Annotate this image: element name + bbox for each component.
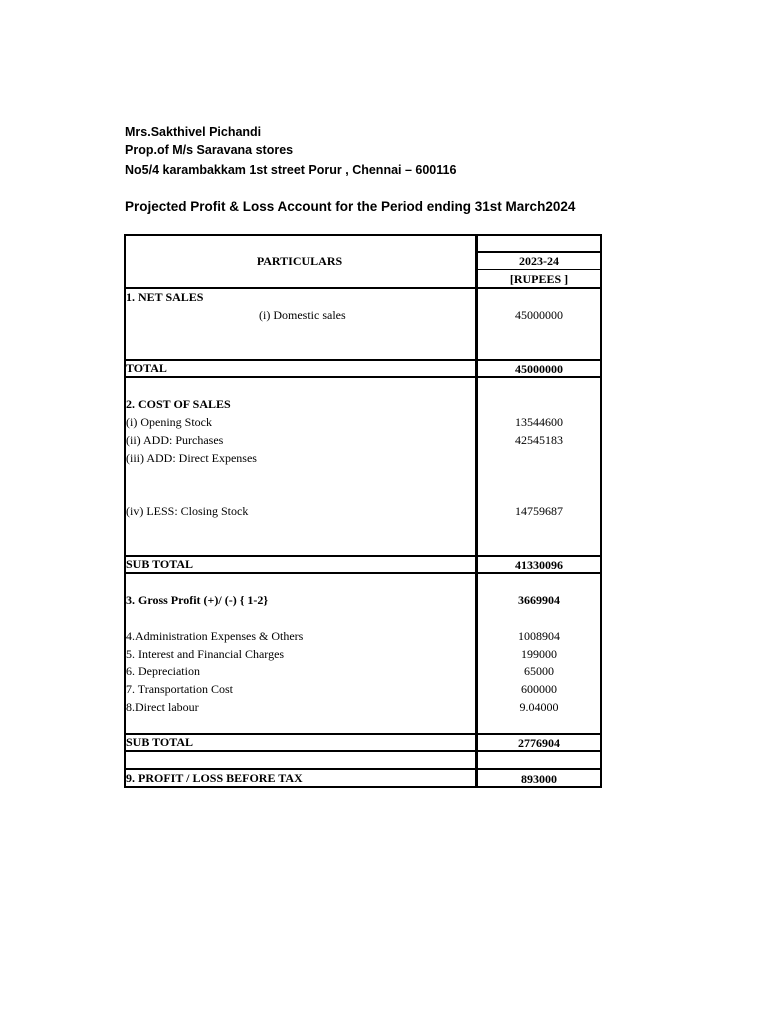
column-header-particulars: PARTICULARS — [256, 254, 343, 268]
row-divider — [124, 555, 602, 557]
table-border-top — [124, 234, 602, 236]
net-sales-heading: 1. NET SALES — [126, 290, 204, 304]
profit-loss-table — [124, 234, 602, 788]
row-divider — [124, 733, 602, 735]
direct-labour-value: 9.04000 — [519, 700, 559, 714]
closing-stock-value: 14759687 — [515, 504, 563, 518]
direct-expenses-label: (iii) ADD: Direct Expenses — [126, 451, 257, 465]
opening-stock-value: 13544600 — [515, 415, 563, 429]
business-address: No5/4 karambakkam 1st street Porur , Chennai – 600116 — [125, 163, 457, 177]
document-title: Projected Profit & Loss Account for the Period ending 31st March2024 — [125, 199, 576, 214]
cost-of-sales-heading: 2. COST OF SALES — [126, 397, 231, 411]
purchases-label: (ii) ADD: Purchases — [126, 433, 224, 447]
header-line — [124, 287, 602, 289]
header-line — [476, 269, 602, 270]
interest-charges-value: 199000 — [521, 647, 557, 661]
profit-before-tax-label: 9. PROFIT / LOSS BEFORE TAX — [126, 771, 303, 785]
domestic-sales-value: 45000000 — [515, 308, 563, 322]
header-line — [476, 251, 602, 253]
column-header-unit: [RUPEES ] — [509, 272, 569, 286]
admin-expenses-value: 1008904 — [518, 629, 560, 643]
closing-stock-label: (iv) LESS: Closing Stock — [126, 504, 249, 518]
row-divider — [124, 750, 602, 752]
transportation-cost-label: 7. Transportation Cost — [126, 682, 234, 696]
purchases-value: 42545183 — [515, 433, 563, 447]
subtotal-label: SUB TOTAL — [126, 557, 194, 571]
depreciation-label: 6. Depreciation — [126, 664, 200, 678]
admin-expenses-label: 4.Administration Expenses & Others — [126, 629, 304, 643]
row-divider — [124, 376, 602, 378]
business-name: Prop.of M/s Saravana stores — [125, 143, 294, 157]
opening-stock-label: (i) Opening Stock — [126, 415, 212, 429]
subtotal-label: SUB TOTAL — [126, 735, 194, 749]
row-divider — [124, 572, 602, 574]
row-divider — [124, 768, 602, 770]
proprietor-name: Mrs.Sakthivel Pichandi — [125, 125, 262, 139]
gross-profit-label: 3. Gross Profit (+)/ (-) { 1-2} — [126, 593, 269, 607]
depreciation-value: 65000 — [524, 664, 554, 678]
gross-profit-value: 3669904 — [518, 593, 560, 607]
subtotal-value: 2776904 — [518, 736, 560, 750]
profit-before-tax-value: 893000 — [521, 772, 557, 786]
total-label: TOTAL — [126, 361, 167, 375]
interest-charges-label: 5. Interest and Financial Charges — [126, 647, 285, 661]
total-value: 45000000 — [515, 362, 563, 376]
row-divider — [124, 359, 602, 361]
column-header-year: 2023-24 — [519, 254, 559, 268]
domestic-sales-label: (i) Domestic sales — [259, 308, 346, 322]
table-border-bottom — [124, 786, 602, 788]
direct-labour-label: 8.Direct labour — [126, 700, 199, 714]
subtotal-value: 41330096 — [515, 558, 563, 572]
transportation-cost-value: 600000 — [521, 682, 557, 696]
